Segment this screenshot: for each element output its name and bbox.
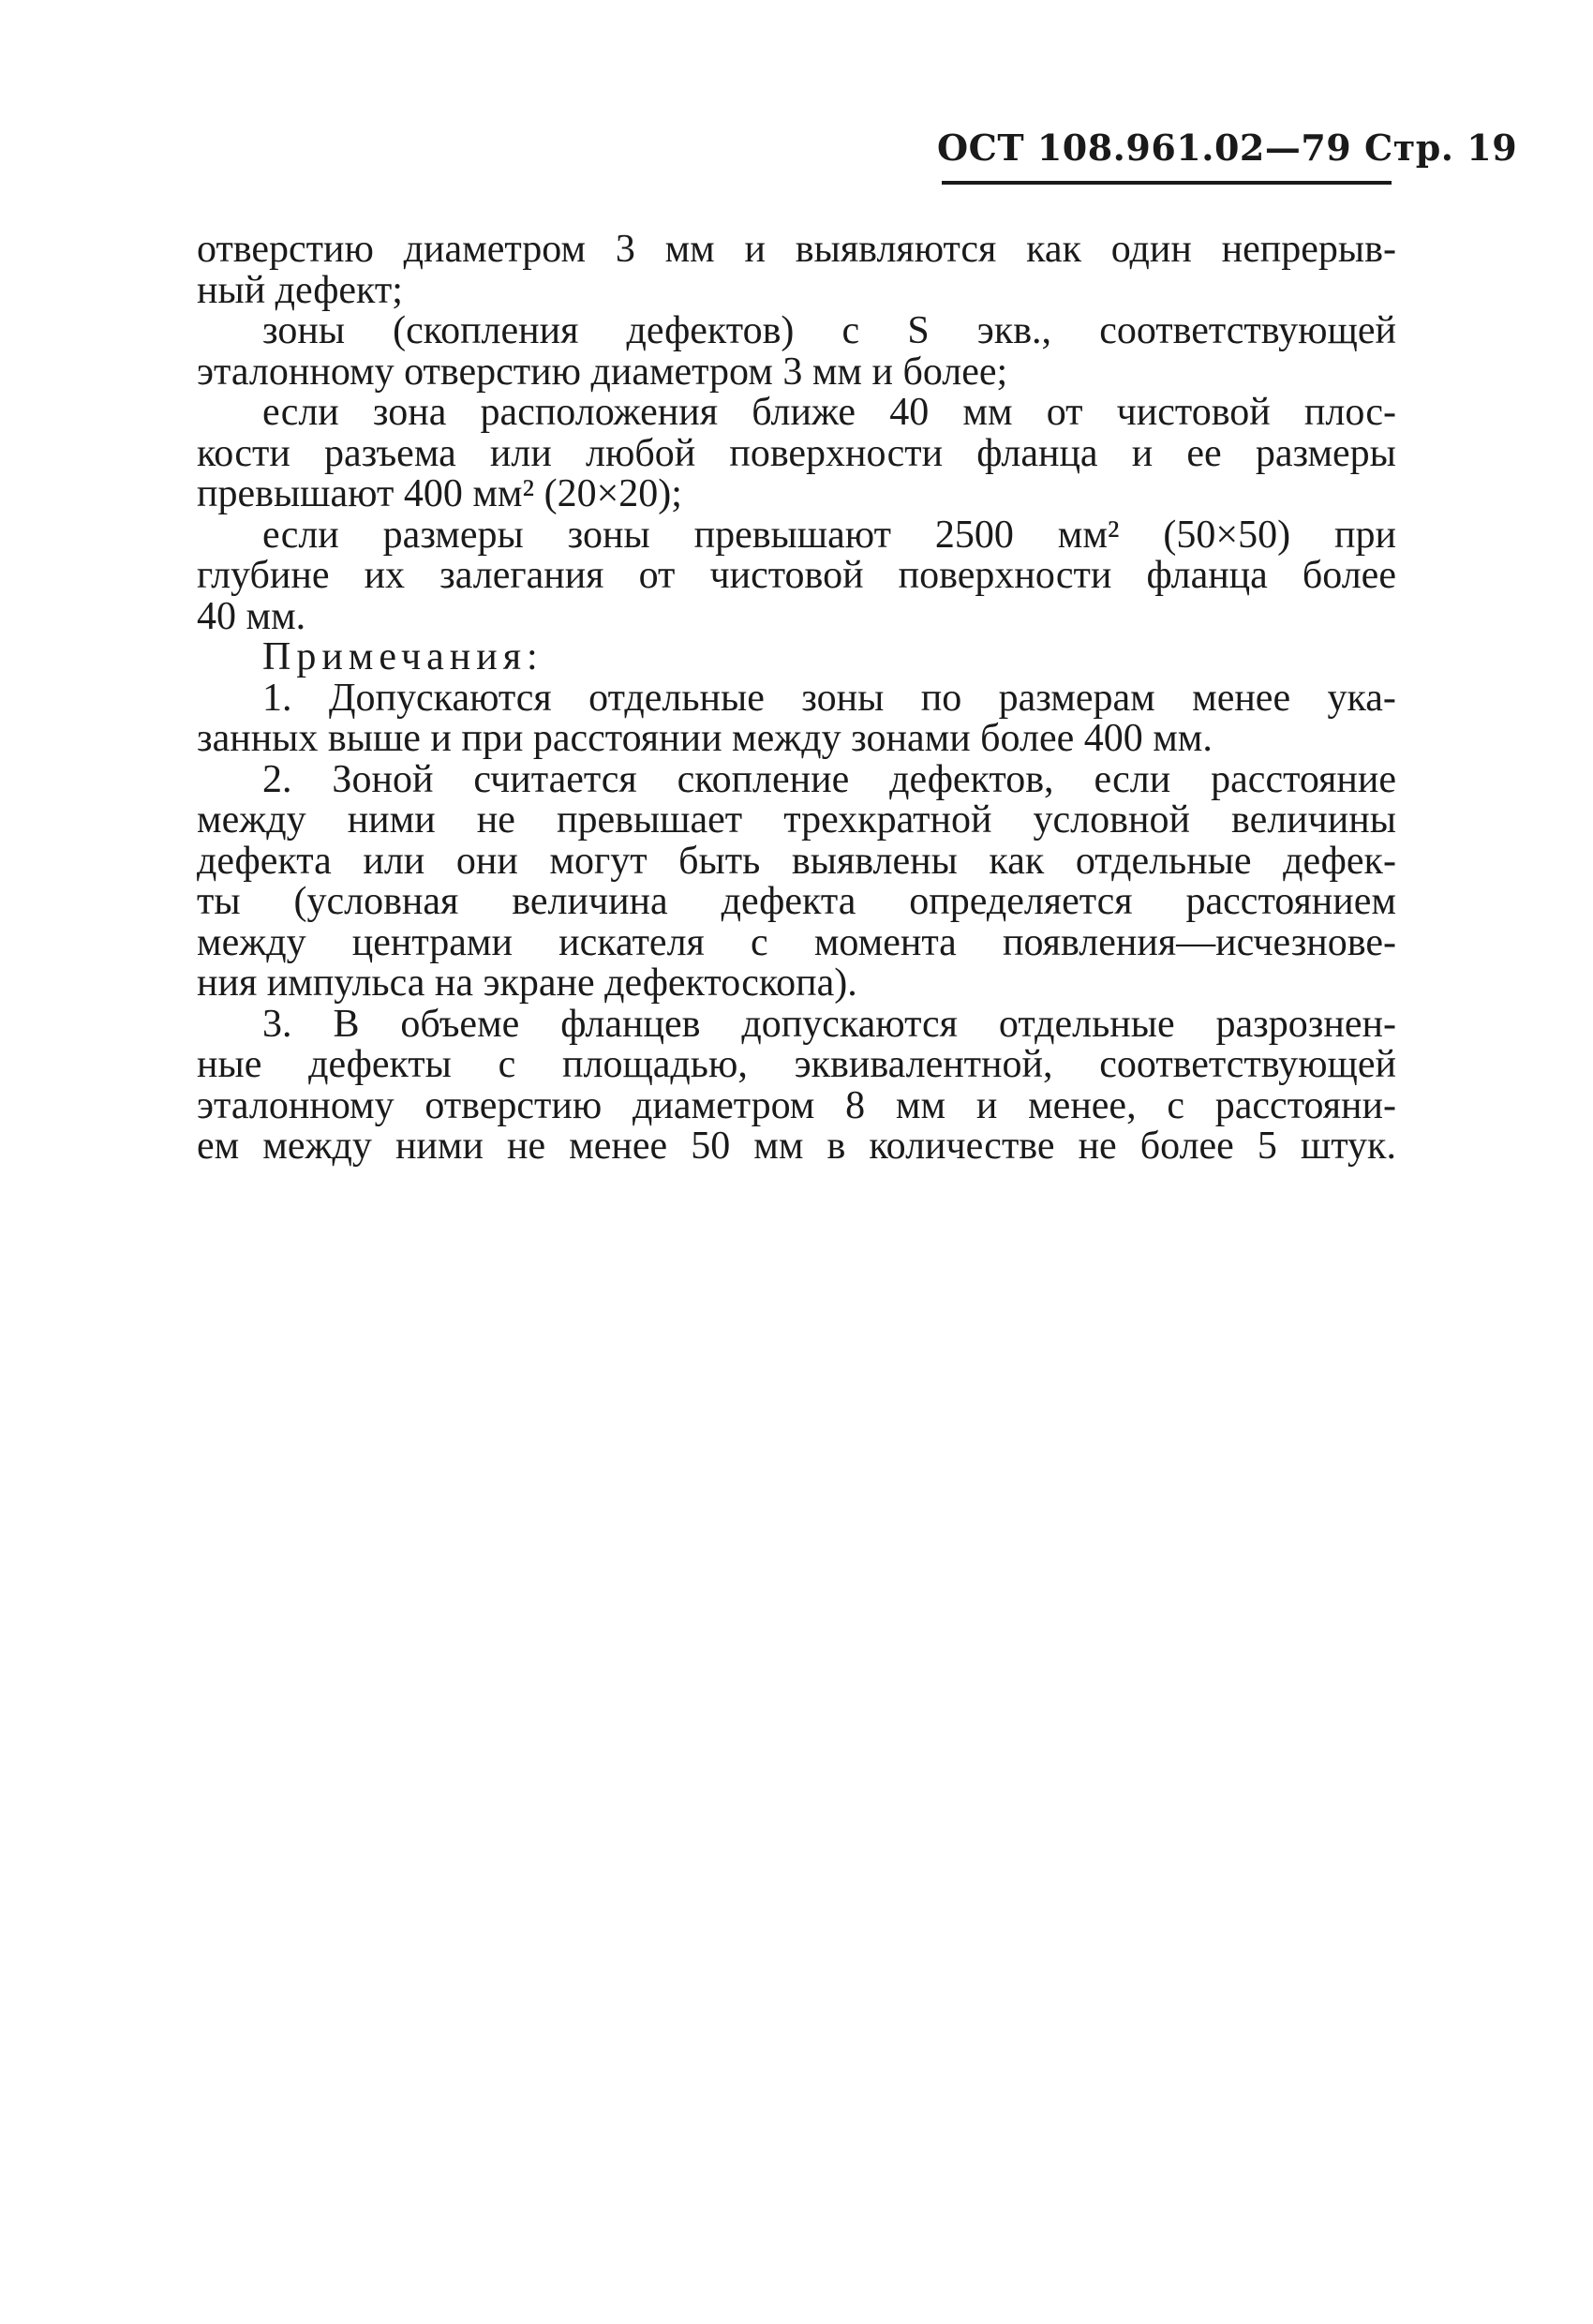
word: более [1302, 554, 1396, 597]
text-line [197, 393, 1396, 434]
word: S [907, 309, 930, 352]
word: ные [197, 1043, 262, 1086]
text-line [197, 839, 1396, 883]
word: размеры [382, 513, 524, 557]
word: поверхности [729, 431, 944, 475]
word: не [1078, 1125, 1117, 1168]
word: с [498, 1043, 516, 1086]
word: эквивалентной, [794, 1043, 1053, 1086]
word: по [920, 676, 962, 720]
word: ука- [1327, 676, 1396, 720]
word: допускаются [741, 1002, 958, 1046]
word: и [975, 1083, 998, 1127]
text-line [197, 1002, 1396, 1046]
word: один [1110, 228, 1192, 271]
text-line: ный дефект; [197, 268, 403, 312]
word: объеме [400, 1002, 520, 1046]
word: величина [512, 880, 668, 923]
word: ее [1186, 431, 1222, 475]
word: между [262, 1125, 372, 1168]
text-line [197, 311, 1396, 352]
word: плос- [1303, 391, 1396, 434]
word: отдельные [1075, 839, 1252, 883]
word: не [476, 798, 515, 842]
word: менее [569, 1125, 668, 1168]
text-line [197, 556, 1396, 597]
text-line: превышают 400 мм² (20×20); [197, 472, 682, 515]
word: фланца [1146, 554, 1268, 597]
word: 2500 [934, 513, 1014, 557]
word: 50 [691, 1125, 731, 1168]
word: эталонному [197, 1083, 395, 1127]
word: отдельные [998, 1002, 1175, 1046]
word: 40 [889, 391, 930, 434]
word: если [262, 513, 339, 557]
word: чистовой [1116, 391, 1271, 434]
word: выявляются [795, 228, 997, 271]
text-line [197, 882, 1396, 923]
word: соответствующей [1099, 309, 1396, 352]
word: выявлены [791, 839, 958, 883]
word: считается [473, 757, 637, 801]
word: (скопления [393, 309, 579, 352]
word: разъема [323, 431, 456, 475]
text-line: ния импульса на экране дефектоскопа). [197, 961, 857, 1005]
word: в [826, 1125, 846, 1168]
word: (условная [293, 880, 459, 923]
word: определяется [909, 880, 1133, 923]
word: размеры [1255, 431, 1396, 475]
word: искателя [558, 920, 705, 964]
word: менее [1192, 676, 1291, 720]
word: появления—исчезнове- [1003, 920, 1396, 964]
word: Допускаются [328, 676, 552, 720]
word: трехкратной [783, 798, 992, 842]
word: менее, [1028, 1083, 1137, 1127]
word: момента [813, 920, 957, 964]
page-header: ОСТ 108.961.02—79 Стр. 19 [937, 127, 1518, 169]
text-line: 40 мм. [197, 594, 306, 638]
word: превышает [556, 798, 743, 842]
word: мм [895, 1083, 946, 1127]
word: могут [549, 839, 648, 883]
word: Зоной [332, 757, 434, 801]
word: ближе [752, 391, 856, 434]
word: зоны [262, 309, 346, 352]
word: разрознен- [1215, 1002, 1396, 1046]
word: залегания [439, 554, 604, 597]
header-rule [942, 181, 1392, 185]
word: любой [586, 431, 696, 475]
word: диаметром [633, 1083, 815, 1127]
word: или [489, 431, 552, 475]
word: центрами [351, 920, 513, 964]
word: быть [678, 839, 761, 883]
word: мм [962, 391, 1013, 434]
word: зоны [801, 676, 885, 720]
word: дефек- [1283, 839, 1396, 883]
word: чистовой [709, 554, 864, 597]
word: размерам [998, 676, 1155, 720]
word: и [1131, 431, 1154, 475]
word: превышают [693, 513, 891, 557]
word: дефектов, [889, 757, 1054, 801]
word: или [363, 839, 425, 883]
word: ем [197, 1125, 240, 1168]
word: с [1167, 1083, 1184, 1127]
word: фланца [976, 431, 1098, 475]
word: зона [372, 391, 447, 434]
document-body [197, 230, 1396, 1168]
word: 8 [845, 1083, 866, 1127]
word: 3 [615, 228, 635, 271]
word: количестве [869, 1125, 1055, 1168]
word: 3. [262, 1002, 292, 1046]
word: ты [197, 880, 241, 923]
word: В [333, 1002, 360, 1046]
word: между [197, 920, 306, 964]
word: скопление [677, 757, 850, 801]
text-line [197, 431, 1396, 475]
word: величины [1231, 798, 1396, 842]
word: дефекта [721, 880, 856, 923]
word: мм [664, 228, 715, 271]
word: кости [197, 431, 290, 475]
text-line [197, 515, 1396, 557]
word: с [751, 920, 768, 964]
word: при [1333, 513, 1396, 557]
word: поверхности [898, 554, 1112, 597]
text-line: занных выше и при расстоянии между зонами более 400 мм. [197, 717, 1213, 760]
word: отверстию [197, 228, 374, 271]
word: расстоянием [1185, 880, 1396, 923]
word: фланцев [560, 1002, 701, 1046]
word: расстояние [1211, 757, 1396, 801]
word: площадью, [562, 1043, 748, 1086]
text-line [197, 1126, 1396, 1168]
text-line [197, 1083, 1396, 1127]
word: их [364, 554, 406, 597]
word: условной [1033, 798, 1190, 842]
text-line [197, 1045, 1396, 1086]
word: между [197, 798, 306, 842]
text-line [197, 757, 1396, 801]
text-line: эталонному отверстию диаметром 3 мм и более; [197, 350, 1008, 394]
word: соответствующей [1099, 1043, 1396, 1086]
word: и [744, 228, 767, 271]
word: непрерыв- [1221, 228, 1396, 271]
word: мм [753, 1125, 804, 1168]
word: они [455, 839, 518, 883]
word: от [638, 554, 676, 597]
word: ними [347, 798, 436, 842]
word: если [1094, 757, 1171, 801]
word: 2. [262, 757, 292, 801]
word: дефекты [308, 1043, 452, 1086]
word: расстояни- [1214, 1083, 1396, 1127]
word: расположения [480, 391, 719, 434]
text-line [197, 230, 1396, 271]
word: не [507, 1125, 546, 1168]
word: отверстию [424, 1083, 603, 1127]
word: штук. [1300, 1125, 1396, 1168]
word: как [989, 839, 1045, 883]
text-line [197, 920, 1396, 964]
notes-heading: Примечания: [262, 635, 543, 678]
word: ними [395, 1125, 484, 1168]
word: зоны [567, 513, 650, 557]
word: (50×50) [1163, 513, 1291, 557]
word: 1. [262, 676, 292, 720]
word: от [1046, 391, 1083, 434]
word: отдельные [588, 676, 765, 720]
word: если [262, 391, 339, 434]
word: глубине [197, 554, 330, 597]
word: с [841, 309, 860, 352]
word: диаметром [403, 228, 587, 271]
word: как [1026, 228, 1081, 271]
text-line [197, 800, 1396, 842]
word: более [1139, 1125, 1234, 1168]
word: 5 [1257, 1125, 1277, 1168]
word: дефектов) [626, 309, 795, 352]
word: мм² [1057, 513, 1120, 557]
word: дефекта [197, 839, 332, 883]
word: экв., [976, 309, 1052, 352]
text-line [197, 678, 1396, 720]
